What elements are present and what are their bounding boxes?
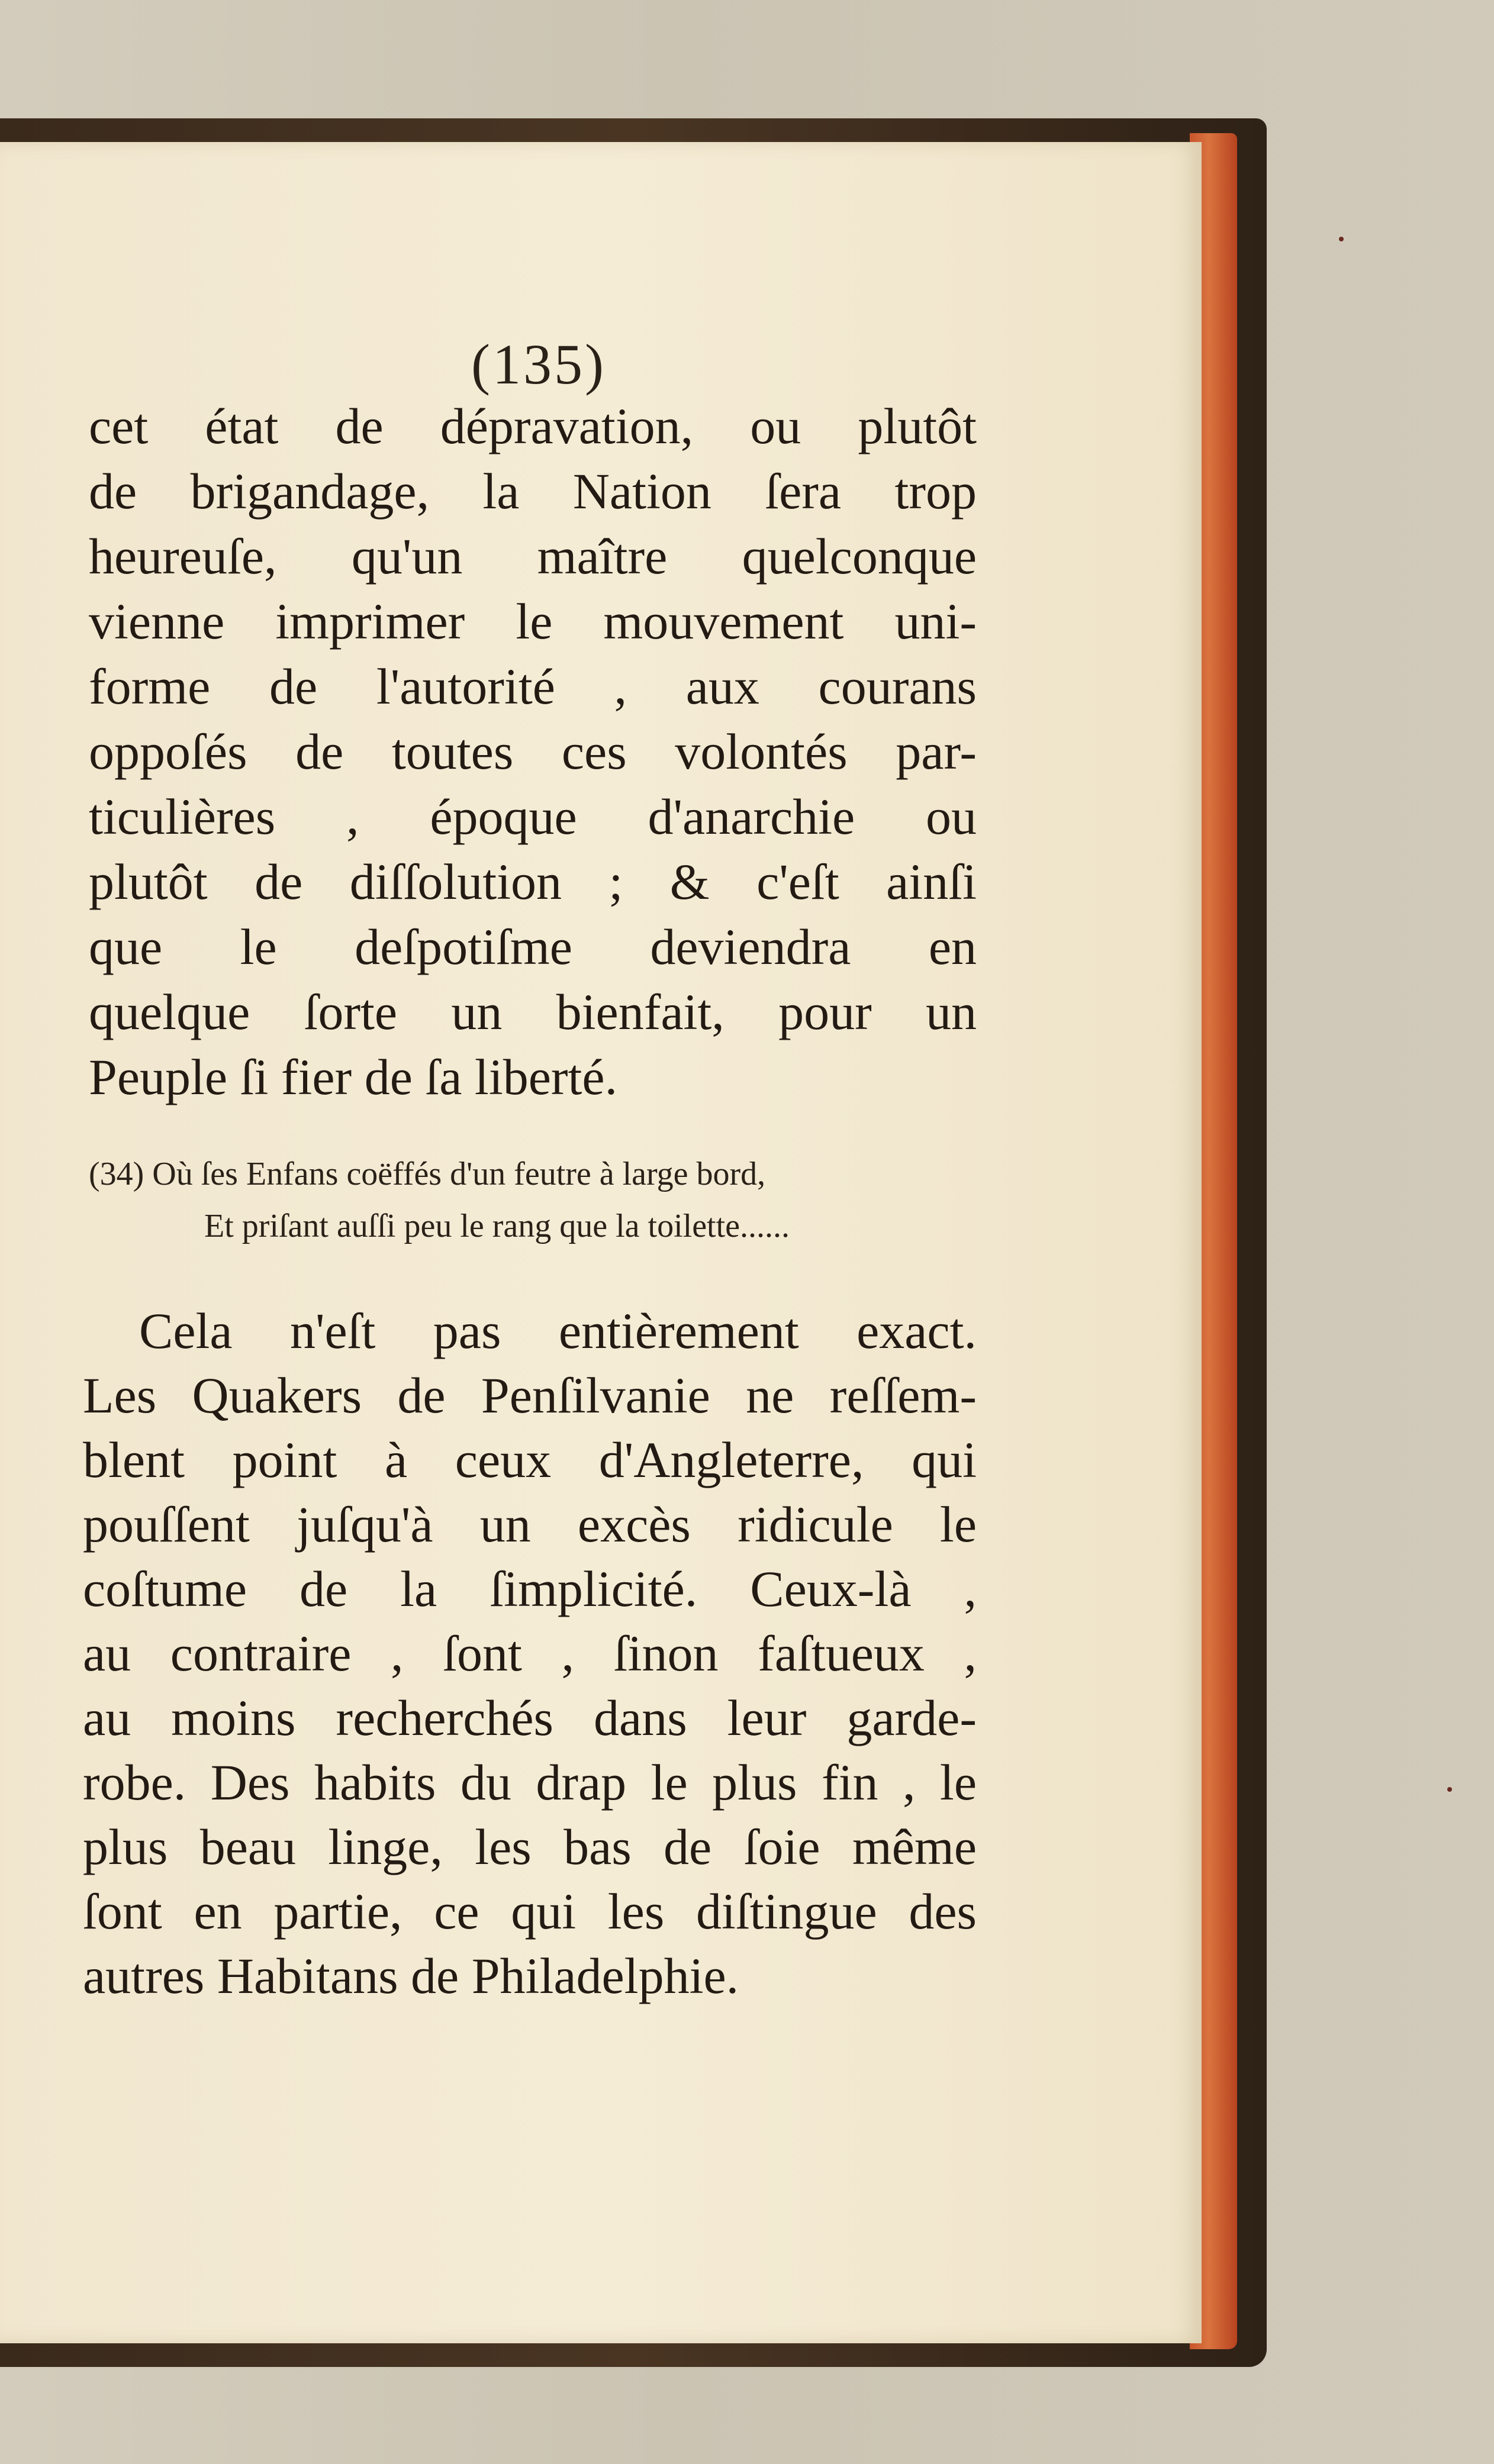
text-line: que le deſpotiſme deviendra en bbox=[89, 918, 977, 975]
paragraph-main bbox=[89, 394, 977, 1110]
text-line: Les Quakers de Penſilvanie ne reſſem- bbox=[83, 1367, 977, 1424]
text-line: heureuſe, qu'un maître quelconque bbox=[89, 528, 977, 585]
text-line: oppoſés de toutes ces volontés par- bbox=[89, 723, 977, 780]
text-line: coſtume de la ſimplicité. Ceux-là , bbox=[83, 1560, 977, 1617]
text-line: forme de l'autorité , aux courans bbox=[89, 658, 977, 715]
text-line: de brigandage, la Nation ſera trop bbox=[89, 463, 977, 520]
footnote bbox=[89, 1148, 977, 1252]
text-line: cet état de dépravation, ou plutôt bbox=[89, 398, 977, 454]
text-line: ſont en partie, ce qui les diſtingue des bbox=[83, 1883, 977, 1940]
text-line: Peuple ſi fier de ſa liberté. bbox=[89, 1049, 618, 1105]
text-line: robe. Des habits du drap le plus fin , le bbox=[83, 1754, 977, 1811]
footnote-line: Et priſant auſſi peu le rang que la toilette...... bbox=[204, 1208, 790, 1244]
text-line: au moins recherchés dans leur garde- bbox=[83, 1689, 977, 1746]
text-line: vienne imprimer le mouvement uni- bbox=[89, 593, 977, 650]
dust-speck bbox=[1339, 237, 1344, 241]
text-line: au contraire , ſont , ſinon faſtueux , bbox=[83, 1625, 977, 1682]
paragraph-note bbox=[83, 1299, 977, 2008]
text-line: plutôt de diſſolution ; & c'eſt ainſi bbox=[89, 853, 977, 910]
text-line: plus beau linge, les bas de ſoie même bbox=[83, 1818, 977, 1875]
text-line: autres Habitans de Philadelphie. bbox=[83, 1947, 739, 2004]
text-line: pouſſent juſqu'à un excès ridicule le bbox=[83, 1496, 977, 1553]
dust-speck bbox=[1447, 1787, 1452, 1792]
text-line: quelque ſorte un bienfait, pour un bbox=[89, 983, 977, 1040]
text-line: ticulières , époque d'anarchie ou bbox=[89, 788, 977, 845]
page-number: (135) bbox=[471, 333, 606, 396]
text-line: blent point à ceux d'Angleterre, qui bbox=[83, 1431, 977, 1488]
text-line: Cela n'eſt pas entièrement exact. bbox=[139, 1302, 977, 1359]
footnote-line: (34) Où ſes Enfans coëffés d'un feutre à large bord, bbox=[89, 1156, 766, 1192]
